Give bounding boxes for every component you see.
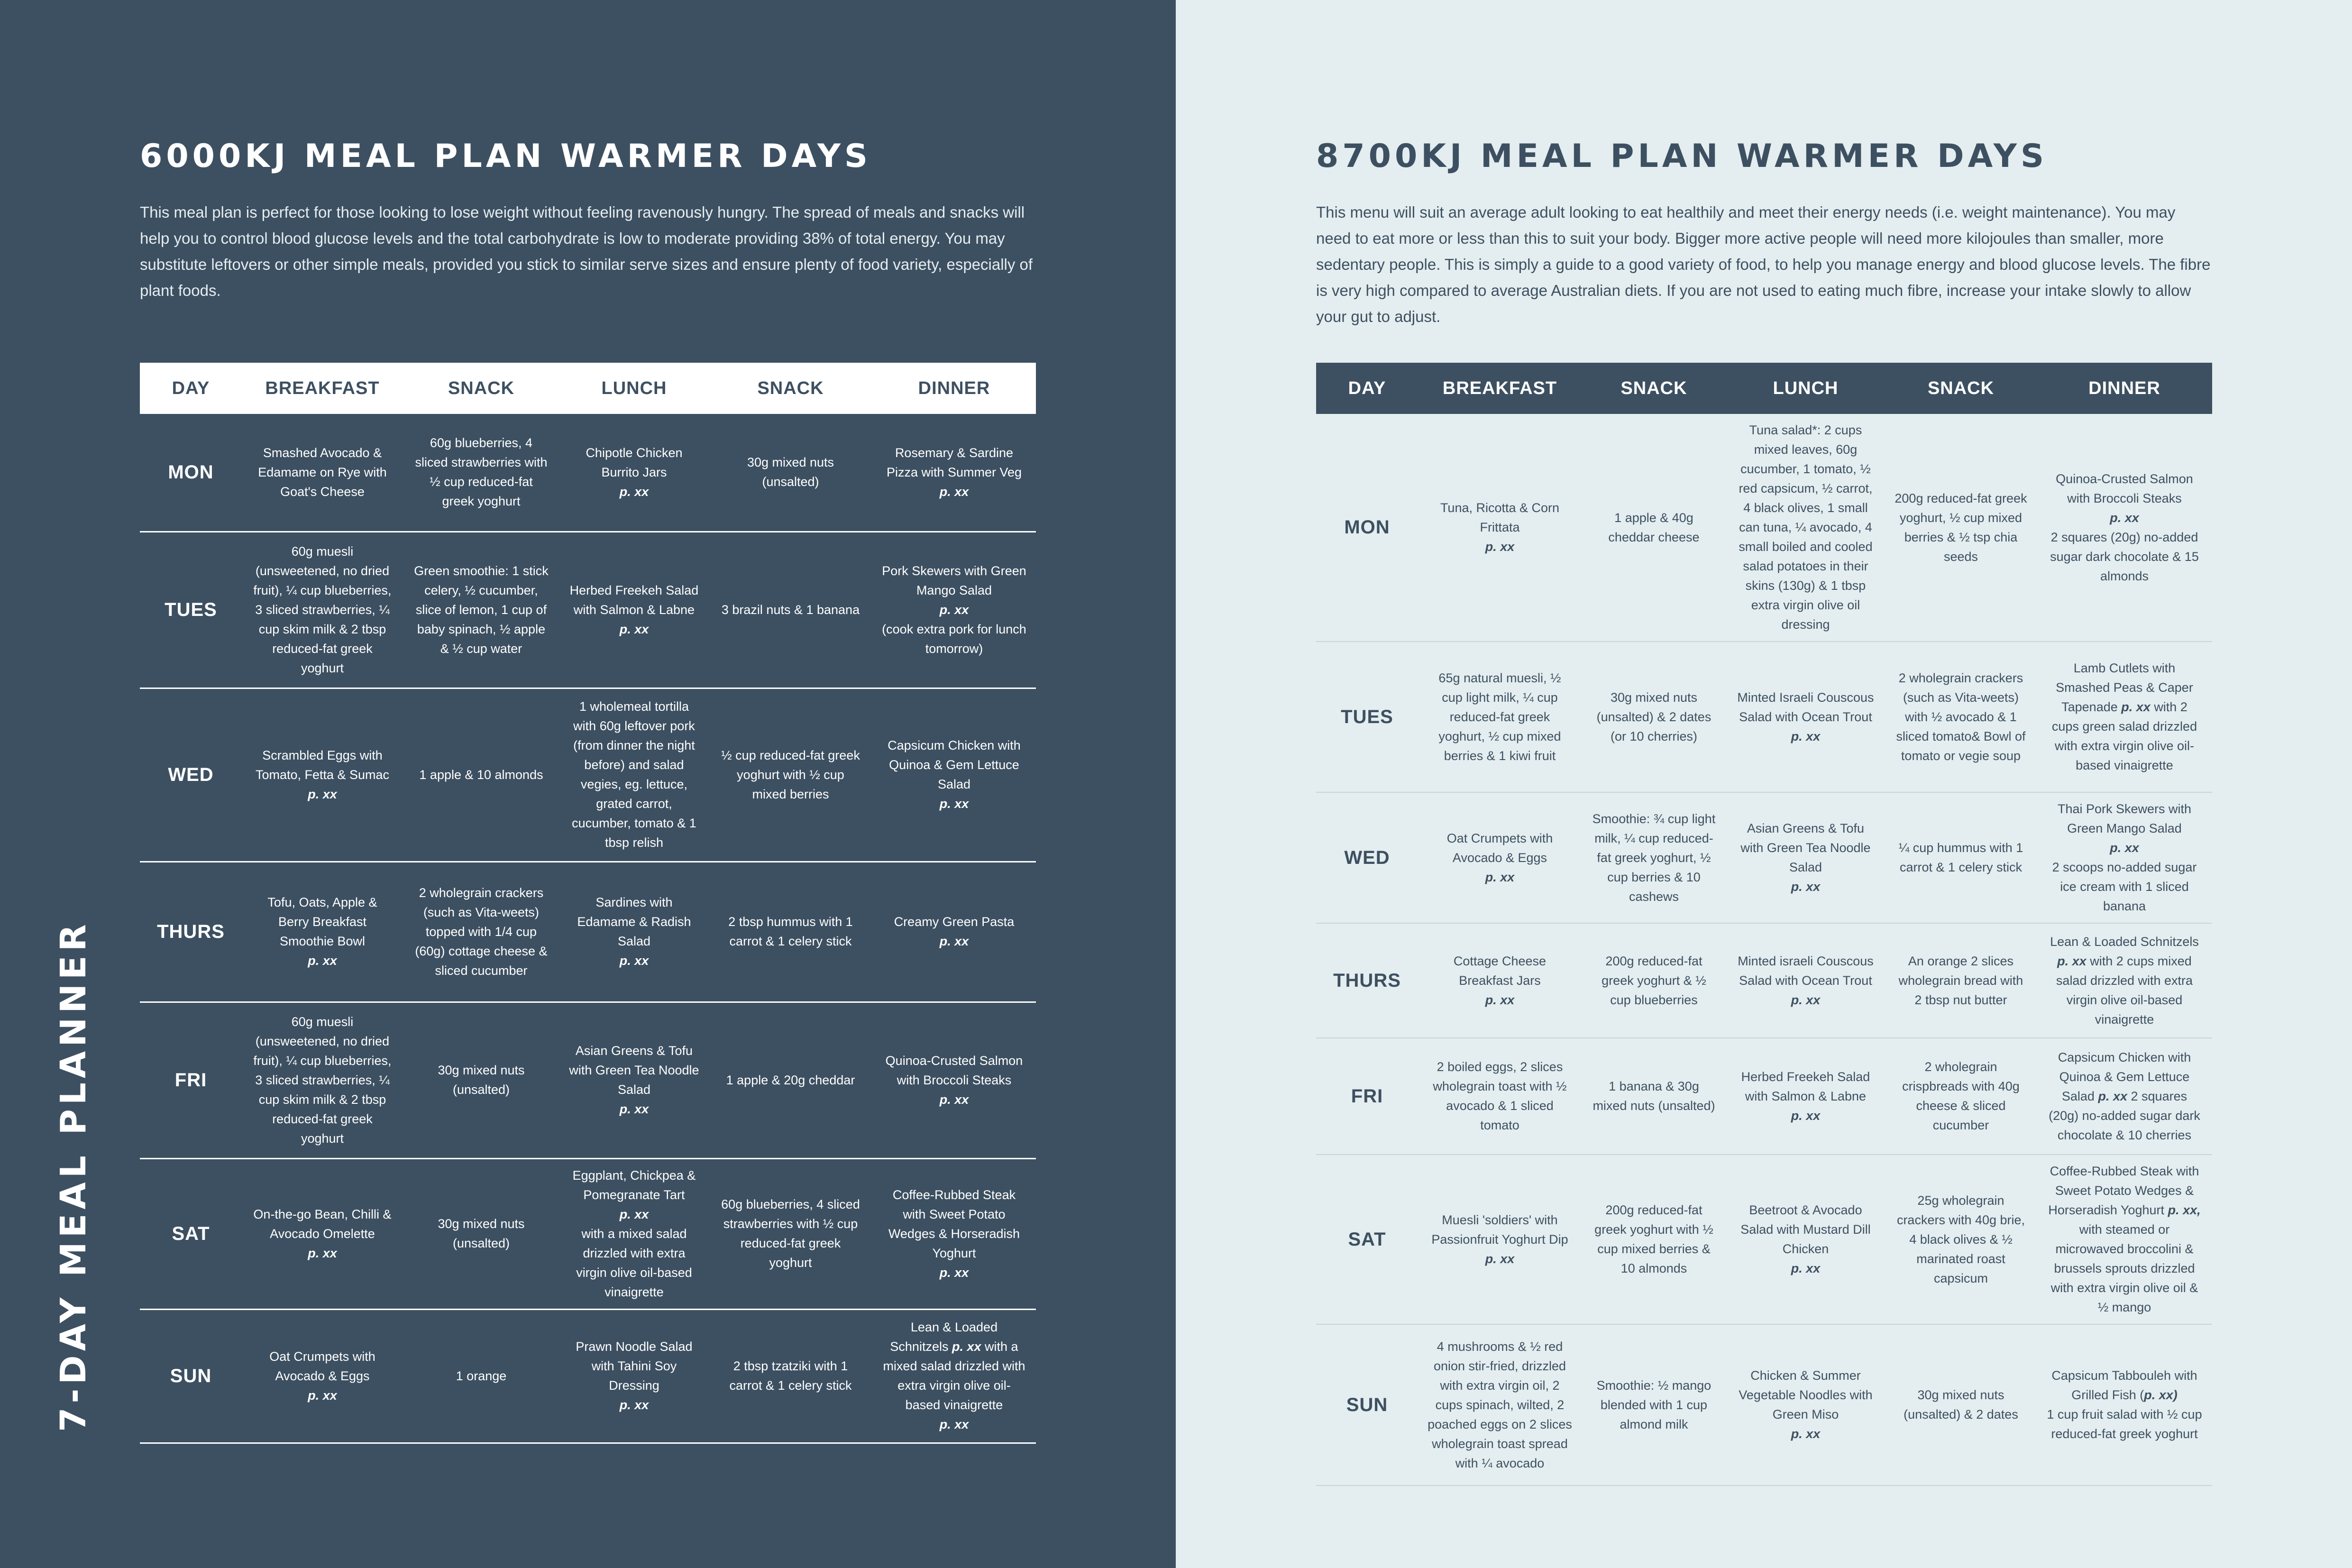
meal-text: 2 tbsp tzatziki with 1 carrot & 1 celery stick	[729, 1359, 852, 1393]
meal-text: Chicken & Summer Vegetable Noodles with Green Miso	[1739, 1368, 1873, 1421]
day-label: FRI	[1316, 1038, 1418, 1155]
lunch-cell	[559, 532, 709, 688]
day-label: SUN	[1316, 1324, 1418, 1485]
meal-text: 30g mixed nuts (unsalted) & 2 dates (or 10 cherries)	[1596, 690, 1711, 743]
page-ref: p. xx	[1791, 1261, 1821, 1275]
header-dinner: DINNER	[2037, 363, 2212, 414]
page-ref: p. xx	[619, 1398, 649, 1412]
page-ref: p. xx,	[2168, 1203, 2201, 1217]
breakfast-cell	[1418, 1155, 1582, 1324]
lunch-cell	[1726, 642, 1885, 792]
meal-note: 2 scoops no-added sugar ice cream with 1 sliced banana	[2052, 860, 2197, 913]
meal-text: 25g wholegrain crackers with 40g brie, 4 black olives & ½ marinated roast capsicum	[1896, 1193, 2025, 1285]
dinner-cell	[872, 862, 1036, 1002]
dinner-cell	[872, 1158, 1036, 1309]
dinner-cell	[2037, 792, 2212, 923]
header-dinner: DINNER	[872, 363, 1036, 414]
header-breakfast: BREAKFAST	[1418, 363, 1582, 414]
page-ref: p. xx	[619, 954, 649, 968]
table-row	[140, 688, 1036, 862]
page-ref: p. xx	[619, 622, 649, 636]
snack-cell	[403, 688, 559, 862]
meal-text: 1 wholemeal tortilla with 60g leftover pork (from dinner the night before) and salad vegies, eg. lettuce, grated carrot, cucumber, tomato & 1 tbsp relish	[572, 699, 696, 850]
day-label: MON	[140, 414, 242, 532]
meal-text: Asian Greens & Tofu with Green Tea Noodle Salad	[1740, 821, 1871, 874]
page-ref: p. xx	[2098, 1089, 2127, 1103]
dinner-cell	[2037, 1155, 2212, 1324]
page-ref: p. xx	[308, 1246, 337, 1260]
page-ref: p. xx	[2057, 954, 2087, 968]
page-ref: p. xx	[2121, 700, 2151, 714]
page-ref: p. xx	[952, 1339, 981, 1354]
meal-text: Tofu, Oats, Apple & Berry Breakfast Smoothie Bowl	[267, 895, 377, 948]
meal-text: Capsicum Chicken with Quinoa & Gem Lettuce Salad	[888, 738, 1021, 791]
page-ref: p. xx	[2110, 510, 2139, 525]
page-ref: p. xx	[939, 797, 969, 811]
meal-text: Creamy Green Pasta	[894, 915, 1015, 929]
snack-cell	[403, 532, 559, 688]
header-day: DAY	[1316, 363, 1418, 414]
page-ref: p. xx	[939, 1092, 969, 1107]
meal-text: Quinoa-Crusted Salmon with Broccoli Steaks	[2056, 471, 2193, 505]
header-lunch: LUNCH	[559, 363, 709, 414]
meal-text: Herbed Freekeh Salad with Salmon & Labne	[569, 583, 699, 617]
meal-note: (cook extra pork for lunch tomorrow)	[882, 622, 1026, 656]
left-content	[140, 133, 1036, 1431]
meal-text: 60g muesli (unsweetened, no dried fruit), ¼ cup blueberries, 3 sliced strawberries, ¼ cup skim milk & 2 tbsp reduced-fat greek yoghurt	[253, 1014, 392, 1146]
lunch-cell	[1726, 1038, 1885, 1155]
breakfast-cell	[242, 1158, 403, 1309]
meal-text: ½ cup reduced-fat greek yoghurt with ½ cup mixed berries	[721, 748, 860, 801]
snack-cell	[1582, 1324, 1726, 1485]
meal-text: 30g mixed nuts (unsalted)	[747, 455, 834, 489]
page-ref: p. xx	[1485, 540, 1515, 554]
dinner-cell	[872, 414, 1036, 532]
breakfast-cell	[242, 1002, 403, 1158]
header-breakfast: BREAKFAST	[242, 363, 403, 414]
right-content	[1316, 133, 2212, 1470]
snack-cell	[1885, 642, 2037, 792]
snack-cell	[1582, 1038, 1726, 1155]
left-table-header-row	[140, 363, 1036, 414]
dinner-cell	[872, 1309, 1036, 1443]
meal-text: Smashed Avocado & Edamame on Rye with Goat's Cheese	[258, 445, 387, 499]
left-side-title: 7-DAY MEAL PLANNER	[53, 920, 94, 1432]
meal-text: Minted israeli Couscous Salad with Ocean Trout	[1738, 954, 1874, 988]
meal-text: Minted Israeli Couscous Salad with Ocean Trout	[1737, 690, 1874, 724]
header-lunch: LUNCH	[1726, 363, 1885, 414]
snack-cell	[403, 1158, 559, 1309]
snack-cell	[1582, 414, 1726, 642]
meal-text: Prawn Noodle Salad with Tahini Soy Dressing	[576, 1339, 693, 1393]
meal-text: 30g mixed nuts (unsalted)	[438, 1063, 525, 1097]
meal-note: 1 cup fruit salad with ½ cup reduced-fat greek yoghurt	[2047, 1407, 2202, 1441]
dinner-cell	[872, 532, 1036, 688]
meal-text: 200g reduced-fat greek yoghurt with ½ cup mixed berries & 10 almonds	[1594, 1203, 1713, 1275]
breakfast-cell	[1418, 414, 1582, 642]
snack-cell	[403, 862, 559, 1002]
day-label: SAT	[1316, 1155, 1418, 1324]
header-day: DAY	[140, 363, 242, 414]
day-label: MON	[1316, 414, 1418, 642]
snack-cell	[403, 414, 559, 532]
meal-note: 2 squares (20g) no-added sugar dark chocolate & 10 cherries	[2049, 1089, 2200, 1142]
table-row	[140, 1309, 1036, 1443]
meal-text: Eggplant, Chickpea & Pomegranate Tart	[572, 1168, 696, 1202]
snack-cell	[1582, 792, 1726, 923]
left-intro-text: This meal plan is perfect for those looking to lose weight without feeling ravenously hungry. The spread of meals and snacks will help you to control blood glucose levels and the total carbohydrate is low to moderate providing 38% of total energy. You may substitute leftovers or other simple meals, provided you stick to similar serve sizes and ensure plenty of food variety, especially of plant foods.	[140, 203, 1033, 299]
meal-text: 1 apple & 20g cheddar	[726, 1073, 855, 1087]
meal-text: 1 orange	[456, 1368, 507, 1383]
page-ref: p. xx	[1485, 870, 1515, 884]
page-ref: p. xx	[308, 1388, 337, 1403]
lunch-cell	[559, 1158, 709, 1309]
meal-text: 3 brazil nuts & 1 banana	[721, 602, 860, 617]
meal-text: Tuna, Ricotta & Corn Frittata	[1440, 501, 1560, 534]
dinner-cell	[2037, 923, 2212, 1038]
table-row	[140, 414, 1036, 532]
snack-cell	[403, 1002, 559, 1158]
snack-cell	[1582, 642, 1726, 792]
page-ref: p. xx	[1791, 880, 1821, 894]
lunch-cell	[1726, 414, 1885, 642]
meal-note: with a mixed salad drizzled with extra virgin olive oil-based vinaigrette	[883, 1339, 1025, 1412]
page-ref: p. xx	[1485, 1251, 1515, 1266]
breakfast-cell	[242, 862, 403, 1002]
table-row	[1316, 642, 2212, 792]
lunch-cell	[559, 688, 709, 862]
meal-text: 30g mixed nuts (unsalted) & 2 dates	[1904, 1388, 2018, 1421]
breakfast-cell	[1418, 1038, 1582, 1155]
meal-text: 1 banana & 30g mixed nuts (unsalted)	[1592, 1079, 1715, 1113]
table-row	[1316, 923, 2212, 1038]
snack-cell	[709, 1309, 872, 1443]
meal-text: Beetroot & Avocado Salad with Mustard Dill Chicken	[1740, 1203, 1871, 1256]
meal-note: with 2 cups green salad drizzled with extra virgin olive oil-based vinaigrette	[2051, 700, 2197, 772]
snack-cell	[709, 1002, 872, 1158]
page-ref: p. xx	[939, 1417, 969, 1431]
meal-text: Oat Crumpets with Avocado & Eggs	[1446, 831, 1553, 865]
meal-text: 30g mixed nuts (unsalted)	[438, 1217, 525, 1250]
lunch-cell	[559, 1309, 709, 1443]
page-ref: p. xx	[939, 602, 969, 617]
dinner-cell	[872, 1002, 1036, 1158]
page-ref: p. xx	[1791, 1108, 1821, 1123]
breakfast-cell	[1418, 1324, 1582, 1485]
page-ref: p. xx	[2110, 841, 2139, 855]
day-label: TUES	[1316, 642, 1418, 792]
meal-text: 65g natural muesli, ½ cup light milk, ¼ cup reduced-fat greek yoghurt, ½ cup mixed berries & 1 kiwi fruit	[1438, 670, 1561, 763]
page-ref: p. xx	[939, 484, 969, 499]
meal-text: Quinoa-Crusted Salmon with Broccoli Steaks	[885, 1053, 1023, 1087]
meal-text: An orange 2 slices wholegrain bread with 2 tbsp nut butter	[1898, 954, 2023, 1007]
meal-text: Chipotle Chicken Burrito Jars	[586, 445, 683, 479]
page-ref: p. xx	[308, 787, 337, 801]
left-meal-table	[140, 363, 1036, 1444]
breakfast-cell	[242, 1309, 403, 1443]
breakfast-cell	[1418, 792, 1582, 923]
day-label: SAT	[140, 1158, 242, 1309]
table-row	[1316, 1038, 2212, 1155]
lunch-cell	[559, 1002, 709, 1158]
meal-text: 200g reduced-fat greek yoghurt & ½ cup blueberries	[1602, 954, 1706, 1007]
meal-text: Lamb Cutlets with Smashed Peas & Caper Tapenade	[2056, 661, 2193, 714]
table-row	[140, 532, 1036, 688]
page-ref: p. xx	[1791, 729, 1821, 743]
snack-cell	[1885, 1038, 2037, 1155]
meal-text: Herbed Freekeh Salad with Salmon & Labne	[1741, 1069, 1870, 1103]
meal-text: 2 wholegrain crispbreads with 40g cheese & sliced cucumber	[1902, 1060, 2020, 1132]
page-ref: p. xx	[939, 934, 969, 948]
dinner-cell	[2037, 414, 2212, 642]
snack-cell	[403, 1309, 559, 1443]
page-ref: p. xx	[619, 1102, 649, 1116]
page-ref: p. xx)	[2144, 1388, 2178, 1402]
right-page-title: 8700KJ MEAL PLAN WARMER DAYS	[1316, 138, 2048, 175]
right-page	[1176, 0, 2352, 1568]
lunch-cell	[1726, 1324, 1885, 1485]
meal-text: Thai Pork Skewers with Green Mango Salad	[2057, 802, 2192, 835]
page-ref: p. xx	[1791, 1427, 1821, 1441]
right-intro-text: This menu will suit an average adult looking to eat healthily and meet their energy needs (i.e. weight maintenance). You may need to eat more or less than this to suit your body. Bigger more active people will need more kilojoules than smaller, more sedentary people. This is simply a guide to a good variety of food, to help you manage energy and blood glucose levels. The fibre is very high compared to average Australian diets. If you are not used to eating much fibre, increase your intake slowly to allow your gut to adjust.	[1316, 203, 2211, 325]
meal-text: 2 tbsp hummus with 1 carrot & 1 celery stick	[728, 915, 853, 948]
left-page-title: 6000KJ MEAL PLAN WARMER DAYS	[140, 138, 871, 175]
meal-note: with 2 cups mixed salad drizzled with extra virgin olive oil-based vinaigrette	[2056, 954, 2193, 1027]
meal-text: Capsicum Chicken with Quinoa & Gem Lettuce Salad	[2058, 1050, 2191, 1103]
meal-note: with a mixed salad drizzled with extra virgin olive oil-based vinaigrette	[576, 1226, 692, 1299]
header-snack-1: SNACK	[403, 363, 559, 414]
snack-cell	[709, 414, 872, 532]
breakfast-cell	[242, 688, 403, 862]
day-label: TUES	[140, 532, 242, 688]
meal-text: Pork Skewers with Green Mango Salad	[882, 563, 1026, 597]
lunch-cell	[559, 414, 709, 532]
meal-text: Rosemary & Sardine Pizza with Summer Veg	[886, 445, 1022, 479]
snack-cell	[1885, 792, 2037, 923]
lunch-cell	[1726, 1155, 1885, 1324]
snack-cell	[709, 862, 872, 1002]
table-row	[140, 1002, 1036, 1158]
meal-text: Scrambled Eggs with Tomato, Fetta & Sumac	[255, 748, 390, 782]
table-row	[1316, 414, 2212, 642]
meal-text: Cottage Cheese Breakfast Jars	[1453, 954, 1547, 988]
meal-text: 1 apple & 40g cheddar cheese	[1608, 510, 1700, 544]
meal-note: with steamed or microwaved broccolini & brussels sprouts drizzled with extra virgin olive oil & ½ mango	[2050, 1222, 2198, 1314]
meal-text: ¼ cup hummus with 1 carrot & 1 celery stick	[1898, 841, 2023, 874]
breakfast-cell	[1418, 923, 1582, 1038]
dinner-cell: Capsicum Tabbouleh with Grilled Fish (p. xx) 1 cup fruit salad with ½ cup reduced-fat greek yoghurt	[2037, 1324, 2212, 1485]
table-row	[140, 1158, 1036, 1309]
day-label: SUN	[140, 1309, 242, 1443]
snack-cell	[1885, 414, 2037, 642]
meal-text: Sardines with Edamame & Radish Salad	[577, 895, 691, 948]
meal-text: Asian Greens & Tofu with Green Tea Noodle Salad	[569, 1044, 699, 1097]
meal-text: Oat Crumpets with Avocado & Eggs	[269, 1349, 375, 1383]
snack-cell	[1885, 1155, 2037, 1324]
breakfast-cell	[242, 532, 403, 688]
meal-text: 2 boiled eggs, 2 slices wholegrain toast with ½ avocado & 1 sliced tomato	[1433, 1060, 1567, 1132]
meal-text: 4 mushrooms & ½ red onion stir-fried, drizzled with extra virgin oil, 2 cups spinach, wilted, 2 poached eggs on 2 slices wholegrain toast spread with ¼ avocado	[1428, 1339, 1572, 1470]
meal-text: 2 wholegrain crackers (such as Vita-weets) with ½ avocado & 1 sliced tomato& Bowl of tomato or vegie soup	[1896, 670, 2026, 763]
meal-text: 60g muesli (unsweetened, no dried fruit), ¼ cup blueberries, 3 sliced strawberries, ¼ cup skim milk & 2 tbsp reduced-fat greek yoghurt	[253, 544, 392, 675]
meal-text: Smoothie: ¾ cup light milk, ¼ cup reduced-fat greek yoghurt, ½ cup berries & 10 cashews	[1592, 811, 1716, 904]
meal-text: 2 wholegrain crackers (such as Vita-weets) topped with 1/4 cup (60g) cottage cheese & sliced cucumber	[415, 885, 548, 978]
lunch-cell	[1726, 792, 1885, 923]
right-meal-table	[1316, 363, 2212, 1486]
page-ref: p. xx	[1485, 992, 1515, 1007]
header-snack-2: SNACK	[709, 363, 872, 414]
lunch-cell	[1726, 923, 1885, 1038]
meal-text: Coffee-Rubbed Steak with Sweet Potato Wedges & Horseradish Yoghurt	[888, 1187, 1020, 1260]
day-label: WED	[140, 688, 242, 862]
snack-cell	[709, 1158, 872, 1309]
meal-text: 60g blueberries, 4 sliced strawberries with ½ cup reduced-fat greek yoghurt	[415, 436, 548, 509]
right-table-header-row	[1316, 363, 2212, 414]
day-label: WED	[1316, 792, 1418, 923]
snack-cell	[709, 532, 872, 688]
table-row	[1316, 1324, 2212, 1485]
meal-text: Lean & Loaded Schnitzels	[2050, 934, 2199, 949]
dinner-cell	[2037, 1038, 2212, 1155]
snack-cell	[1885, 1324, 2037, 1485]
day-label: FRI	[140, 1002, 242, 1158]
table-row	[1316, 792, 2212, 923]
breakfast-cell	[242, 414, 403, 532]
meal-text: Lean & Loaded Schnitzels	[890, 1320, 998, 1354]
page-ref: p. xx	[939, 1265, 969, 1280]
snack-cell	[1582, 1155, 1726, 1324]
page-ref: p. xx	[308, 954, 337, 968]
lunch-cell	[559, 862, 709, 1002]
header-snack-1: SNACK	[1582, 363, 1726, 414]
meal-text: 1 apple & 10 almonds	[419, 767, 543, 782]
dinner-cell	[872, 688, 1036, 862]
meal-text: Capsicum Tabbouleh with Grilled Fish	[2051, 1368, 2197, 1402]
meal-text: Green smoothie: 1 stick celery, ½ cucumber, slice of lemon, 1 cup of baby spinach, ½ apple & ½ cup water	[414, 563, 549, 656]
day-label: THURS	[140, 862, 242, 1002]
meal-text: Smoothie: ½ mango blended with 1 cup almond milk	[1596, 1378, 1711, 1431]
day-label: THURS	[1316, 923, 1418, 1038]
page-ref: p. xx	[619, 484, 649, 499]
meal-text: On-the-go Bean, Chilli & Avocado Omelette	[253, 1207, 392, 1241]
table-row	[140, 862, 1036, 1002]
snack-cell	[709, 688, 872, 862]
snack-cell	[1582, 923, 1726, 1038]
meal-text: 60g blueberries, 4 sliced strawberries with ½ cup reduced-fat greek yoghurt	[721, 1197, 860, 1270]
meal-text: Muesli 'soldiers' with Passionfruit Yoghurt Dip	[1431, 1212, 1568, 1247]
page-ref: p. xx	[619, 1207, 649, 1221]
meal-text: Coffee-Rubbed Steak with Sweet Potato Wedges & Horseradish Yoghurt	[2048, 1164, 2199, 1217]
meal-note: 2 squares (20g) no-added sugar dark chocolate & 15 almonds	[2050, 530, 2199, 583]
snack-cell	[1885, 923, 2037, 1038]
header-snack-2: SNACK	[1885, 363, 2037, 414]
meal-text: Tuna salad*: 2 cups mixed leaves, 60g cucumber, 1 tomato, ½ red capsicum, ½ carrot, 4 black olives, 1 small can tuna, ¼ avocado, 4 small boiled and cooled salad potatoes in their skins (130g) & 1 tbsp extra virgin olive oil dressing	[1739, 423, 1873, 632]
table-row	[1316, 1155, 2212, 1324]
meal-text: 200g reduced-fat greek yoghurt, ½ cup mixed berries & ½ tsp chia seeds	[1894, 491, 2027, 564]
dinner-cell	[2037, 642, 2212, 792]
page-ref: p. xx	[1791, 992, 1821, 1007]
breakfast-cell	[1418, 642, 1582, 792]
